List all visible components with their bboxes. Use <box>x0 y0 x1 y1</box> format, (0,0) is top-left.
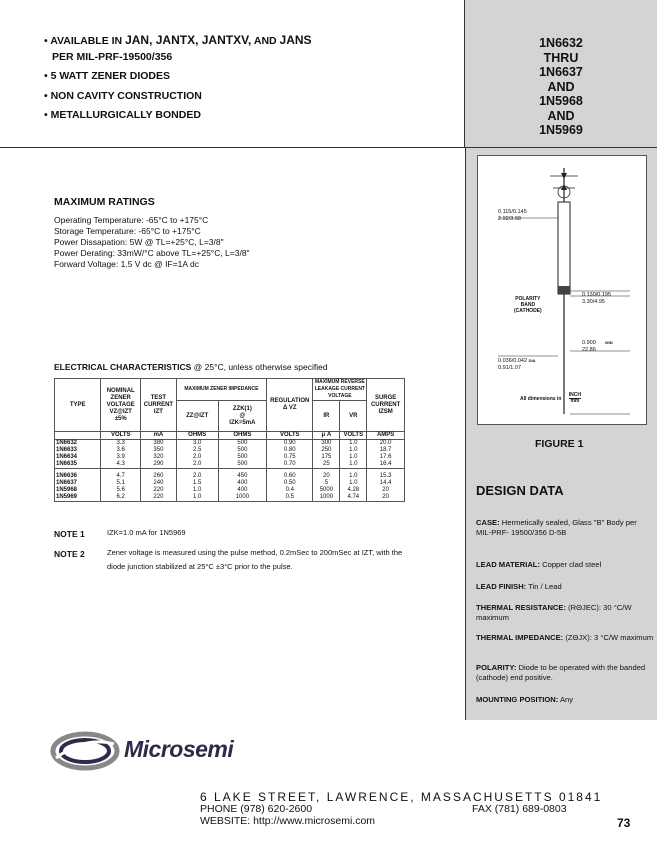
feature-prefix: • AVAILABLE IN <box>44 35 126 47</box>
value-cell: 1000 <box>313 494 340 502</box>
zzk-label: ZZK(1) <box>232 405 252 412</box>
design-value: Any <box>559 695 574 704</box>
col-max-impedance: MAXIMUM ZENER IMPEDANCE <box>176 379 266 401</box>
design-lead-material <box>476 560 654 570</box>
note-1-label: NOTE 1 <box>54 529 85 539</box>
unit-inch: INCH <box>568 392 582 398</box>
design-polarity <box>476 663 654 682</box>
value-cell: 220 <box>141 487 177 494</box>
col-test-current <box>141 379 177 432</box>
value-cell: 250 <box>313 447 340 454</box>
value-cell: 1.0 <box>340 480 367 487</box>
header-features-box <box>0 0 465 148</box>
fax-number: FAX (781) 689-0803 <box>472 803 567 815</box>
dimension-note <box>520 393 581 404</box>
col-surge <box>367 379 405 432</box>
value-cell: 500 <box>218 447 266 454</box>
table-row <box>55 480 405 487</box>
unit-fraction <box>569 393 581 404</box>
value-cell: 400 <box>218 480 266 487</box>
col-zzt: ZZ@IZT <box>176 401 218 432</box>
diode-outline-svg <box>478 156 646 424</box>
value-cell: 0.5 <box>267 494 313 502</box>
feature-grades: JAN, JANTX, JANTXV, <box>125 33 252 47</box>
table-header-row <box>55 379 405 401</box>
table-row <box>55 461 405 469</box>
design-label: THERMAL RESISTANCE: <box>476 603 567 612</box>
part-number-list <box>465 36 657 138</box>
dim-lead-dia <box>498 357 535 372</box>
value-cell: 300 <box>313 440 340 448</box>
value-cell: 1.0 <box>176 494 218 502</box>
value-cell: 20 <box>313 469 340 481</box>
value-cell: 2.0 <box>176 469 218 481</box>
part-number-box <box>465 0 657 148</box>
col-leakage: MAXIMUM REVERSE LEAKAGE CURRENT VOLTAGE <box>314 379 365 399</box>
part-number: THRU <box>543 50 579 65</box>
col-ir: IR <box>313 401 340 432</box>
table-row <box>55 454 405 461</box>
max-ratings-list <box>54 215 250 270</box>
note-1-text: IZK=1.0 mA for 1N5969 <box>107 528 186 537</box>
unit-cell: VOLTS <box>101 432 141 440</box>
value-cell: 0.75 <box>267 454 313 461</box>
design-value: (ZΘJX): 3 °C/W maximum <box>565 633 654 642</box>
note-2-line2: diode junction stabilized at 25°C ±3°C prior to the pulse. <box>107 562 293 571</box>
value-cell: 18.7 <box>367 447 405 454</box>
design-value: (RΘJEC): 30 °C/W maximum <box>476 603 632 622</box>
value-cell: 1.0 <box>340 469 367 481</box>
design-label: LEAD FINISH: <box>476 582 527 591</box>
brand-name: Microsemi <box>124 736 234 762</box>
feature-jans: JANS <box>279 33 312 47</box>
col-nominal <box>101 379 141 432</box>
design-thermal-resistance <box>476 603 654 622</box>
part-number: 1N5969 <box>539 123 583 137</box>
dim-body-length <box>582 292 611 306</box>
type-cell: 1N6634 <box>55 454 101 461</box>
type-cell: 1N6635 <box>55 461 101 469</box>
max-ratings-title: MAXIMUM RATINGS <box>54 196 155 208</box>
unit-cell: VOLTS <box>267 432 313 440</box>
table-row <box>55 440 405 448</box>
table-row <box>55 494 405 502</box>
value-cell: 4.28 <box>340 487 367 494</box>
value-cell: 2.0 <box>176 461 218 469</box>
cathode-text: (CATHODE) <box>514 308 542 314</box>
dim-unit: DIA <box>528 358 536 363</box>
phone-number: PHONE (978) 620-2600 <box>200 803 313 815</box>
value-cell: 260 <box>141 469 177 481</box>
zzk-cond: IZK=5mA <box>229 419 256 426</box>
design-value: Hermetically sealed, Glass "B" Body per MIL-PRF- 19500/356 D-5B <box>476 518 637 537</box>
company-address: 6 LAKE STREET, LAWRENCE, MASSACHUSETTS 01841 <box>200 790 603 804</box>
value-cell: 2.5 <box>176 447 218 454</box>
design-label: LEAD MATERIAL: <box>476 560 540 569</box>
part-number: 1N6632 <box>539 36 583 50</box>
dim-inch: 0.130/0.195 <box>582 292 612 298</box>
unit-cell: OHMS <box>218 432 266 440</box>
feature-non-cavity: • NON CAVITY CONSTRUCTION <box>44 90 202 102</box>
design-mounting <box>476 695 654 705</box>
value-cell: 400 <box>218 487 266 494</box>
value-cell: 14.4 <box>367 480 405 487</box>
value-cell: 0.60 <box>267 469 313 481</box>
table-row <box>55 469 405 481</box>
value-cell: 15.3 <box>367 469 405 481</box>
design-lead-finish <box>476 582 654 592</box>
vz-tol: ±5% <box>114 415 127 422</box>
value-cell: 4.74 <box>340 494 367 502</box>
value-cell: 240 <box>141 480 177 487</box>
part-number: 1N5968 <box>539 94 583 108</box>
value-cell: 2.0 <box>176 454 218 461</box>
value-cell: 220 <box>141 494 177 502</box>
feature-5w: • 5 WATT ZENER DIODES <box>44 70 170 82</box>
value-cell: 0.90 <box>267 440 313 448</box>
page-number: 73 <box>617 816 631 830</box>
value-cell: 5 <box>313 480 340 487</box>
note-2-text <box>107 546 427 574</box>
design-value: Diode to be operated with the banded (cathode) end positive. <box>476 663 646 682</box>
dim-mm: 2.92/3.68 <box>498 216 521 222</box>
elec-char-title <box>54 362 328 372</box>
col-zzk <box>218 401 266 432</box>
figure-1-drawing <box>477 155 647 425</box>
design-label: POLARITY: <box>476 663 517 672</box>
note-2-line1: Zener voltage is measured using the pulse method, 0.2mSec to 200mSec at IZT, with the <box>107 548 403 557</box>
electrical-characteristics-table <box>54 378 405 502</box>
value-cell: 500 <box>218 461 266 469</box>
value-cell: 1.0 <box>340 440 367 448</box>
value-cell: 4.3 <box>101 461 141 469</box>
design-label: CASE: <box>476 518 500 527</box>
value-cell: 0.70 <box>267 461 313 469</box>
value-cell: 3.9 <box>101 454 141 461</box>
reg-sym: Δ VZ <box>282 405 297 411</box>
figure-caption: FIGURE 1 <box>535 438 584 450</box>
dim-inch: 0.900 <box>582 340 596 346</box>
value-cell: 20 <box>367 487 405 494</box>
rating-line: Power Derating: 33mW/°C above TL=+25°C, L=3/8" <box>54 248 250 258</box>
dim-unit: MIN <box>605 340 613 345</box>
value-cell: 1.0 <box>340 454 367 461</box>
type-cell: 1N5968 <box>55 487 101 494</box>
microsemi-logo <box>50 730 120 777</box>
dim-mm: 22.86 <box>582 347 596 353</box>
unit-cell: OHMS <box>176 432 218 440</box>
value-cell: 500 <box>218 440 266 448</box>
value-cell: 3.6 <box>101 447 141 454</box>
feature-metallurgical: • METALLURGICALLY BONDED <box>44 109 201 121</box>
design-value: Copper clad steel <box>542 560 602 569</box>
value-cell: 450 <box>218 469 266 481</box>
unit-cell: μ A <box>313 432 340 440</box>
dim-lead-length <box>582 339 613 354</box>
dim-inch: 0.115/0.145 <box>498 209 527 215</box>
surge-label: SURGE CURRENT <box>370 394 401 408</box>
elec-title-suffix: @ 25°C, unless otherwise specified <box>191 362 328 372</box>
col-regulation <box>267 379 313 432</box>
dim-mm: 3.30/4.95 <box>582 299 605 305</box>
part-number: AND <box>547 108 575 123</box>
design-data-title: DESIGN DATA <box>476 483 564 498</box>
value-cell: 3.3 <box>101 440 141 448</box>
cathode-band <box>558 286 570 294</box>
design-label: MOUNTING POSITION: <box>476 695 559 704</box>
value-cell: 0.80 <box>267 447 313 454</box>
value-cell: 0.50 <box>267 480 313 487</box>
value-cell: 380 <box>141 440 177 448</box>
value-cell: 5000 <box>313 487 340 494</box>
value-cell: 1.5 <box>176 480 218 487</box>
reg-label: REGULATION <box>270 398 310 404</box>
value-cell: 5.6 <box>101 487 141 494</box>
col-vr: VR <box>340 401 367 432</box>
note-2-label: NOTE 2 <box>54 549 85 559</box>
design-case <box>476 518 654 537</box>
polarity-band-label <box>514 296 542 314</box>
value-cell: 320 <box>141 454 177 461</box>
value-cell: 0.4 <box>267 487 313 494</box>
value-cell: 350 <box>141 447 177 454</box>
value-cell: 1.0 <box>340 461 367 469</box>
value-cell: 500 <box>218 454 266 461</box>
col-type: TYPE <box>55 379 101 432</box>
value-cell: 25 <box>313 461 340 469</box>
design-label: THERMAL IMPEDANCE: <box>476 633 564 642</box>
value-cell: 16.4 <box>367 461 405 469</box>
rating-line: Operating Temperature: -65°C to +175°C <box>54 215 209 225</box>
table-row <box>55 487 405 494</box>
design-value: Tin / Lead <box>528 582 562 591</box>
izt-label: IZT <box>153 408 163 415</box>
dim-inch: 0.036/0.042 <box>498 358 528 364</box>
value-cell: 175 <box>313 454 340 461</box>
izsm-label: IZSM <box>378 408 393 415</box>
type-cell: 1N6636 <box>55 469 101 481</box>
test-label: TEST CURRENT <box>143 394 174 408</box>
elec-title-bold: ELECTRICAL CHARACTERISTICS <box>54 362 192 372</box>
note-text: All dimensions in <box>520 395 562 402</box>
value-cell: 1000 <box>218 494 266 502</box>
value-cell: 20 <box>367 494 405 502</box>
value-cell: 1.0 <box>340 447 367 454</box>
value-cell: 20.0 <box>367 440 405 448</box>
unit-cell: mA <box>141 432 177 440</box>
vz-label: VZ@IZT <box>109 408 132 415</box>
value-cell: 290 <box>141 461 177 469</box>
type-cell: 1N6637 <box>55 480 101 487</box>
nominal-label: NOMINAL ZENER VOLTAGE <box>106 387 135 408</box>
part-number: AND <box>547 79 575 94</box>
polarity-text: POLARITY <box>515 296 541 302</box>
table-body <box>55 440 405 502</box>
design-thermal-impedance <box>476 633 654 643</box>
value-cell: 6.2 <box>101 494 141 502</box>
unit-cell: AMPS <box>367 432 405 440</box>
type-cell: 1N5969 <box>55 494 101 502</box>
value-cell: 17.6 <box>367 454 405 461</box>
rating-line: Power Dissapation: 5W @ TL=+25°C, L=3/8" <box>54 237 224 247</box>
website-link[interactable]: WEBSITE: http://www.microsemi.com <box>200 815 376 827</box>
rating-line: Storage Temperature: -65°C to +175°C <box>54 226 201 236</box>
table-units-row <box>55 432 405 440</box>
part-number: 1N6637 <box>539 65 583 79</box>
unit-cell: VOLTS <box>340 432 367 440</box>
type-cell: 1N6632 <box>55 440 101 448</box>
zzk-at: @ <box>239 412 246 419</box>
feature-available-in <box>44 34 312 48</box>
microsemi-swoosh-icon <box>50 730 120 772</box>
value-cell: 4.7 <box>101 469 141 481</box>
feature-and: AND <box>251 35 280 47</box>
dim-mm: 0.91/1.07 <box>498 365 521 371</box>
table-row <box>55 447 405 454</box>
value-cell: 5.1 <box>101 480 141 487</box>
value-cell: 1.0 <box>176 487 218 494</box>
dim-body-dia <box>498 209 527 223</box>
unit-mm: mm <box>570 398 580 404</box>
diode-body <box>558 202 570 294</box>
value-cell: 3.0 <box>176 440 218 448</box>
feature-mil-spec: PER MIL-PRF-19500/356 <box>52 51 173 63</box>
band-text: BAND <box>520 302 536 308</box>
rating-line: Forward Voltage: 1.5 V dc @ IF=1A dc <box>54 259 199 269</box>
type-cell: 1N6633 <box>55 447 101 454</box>
